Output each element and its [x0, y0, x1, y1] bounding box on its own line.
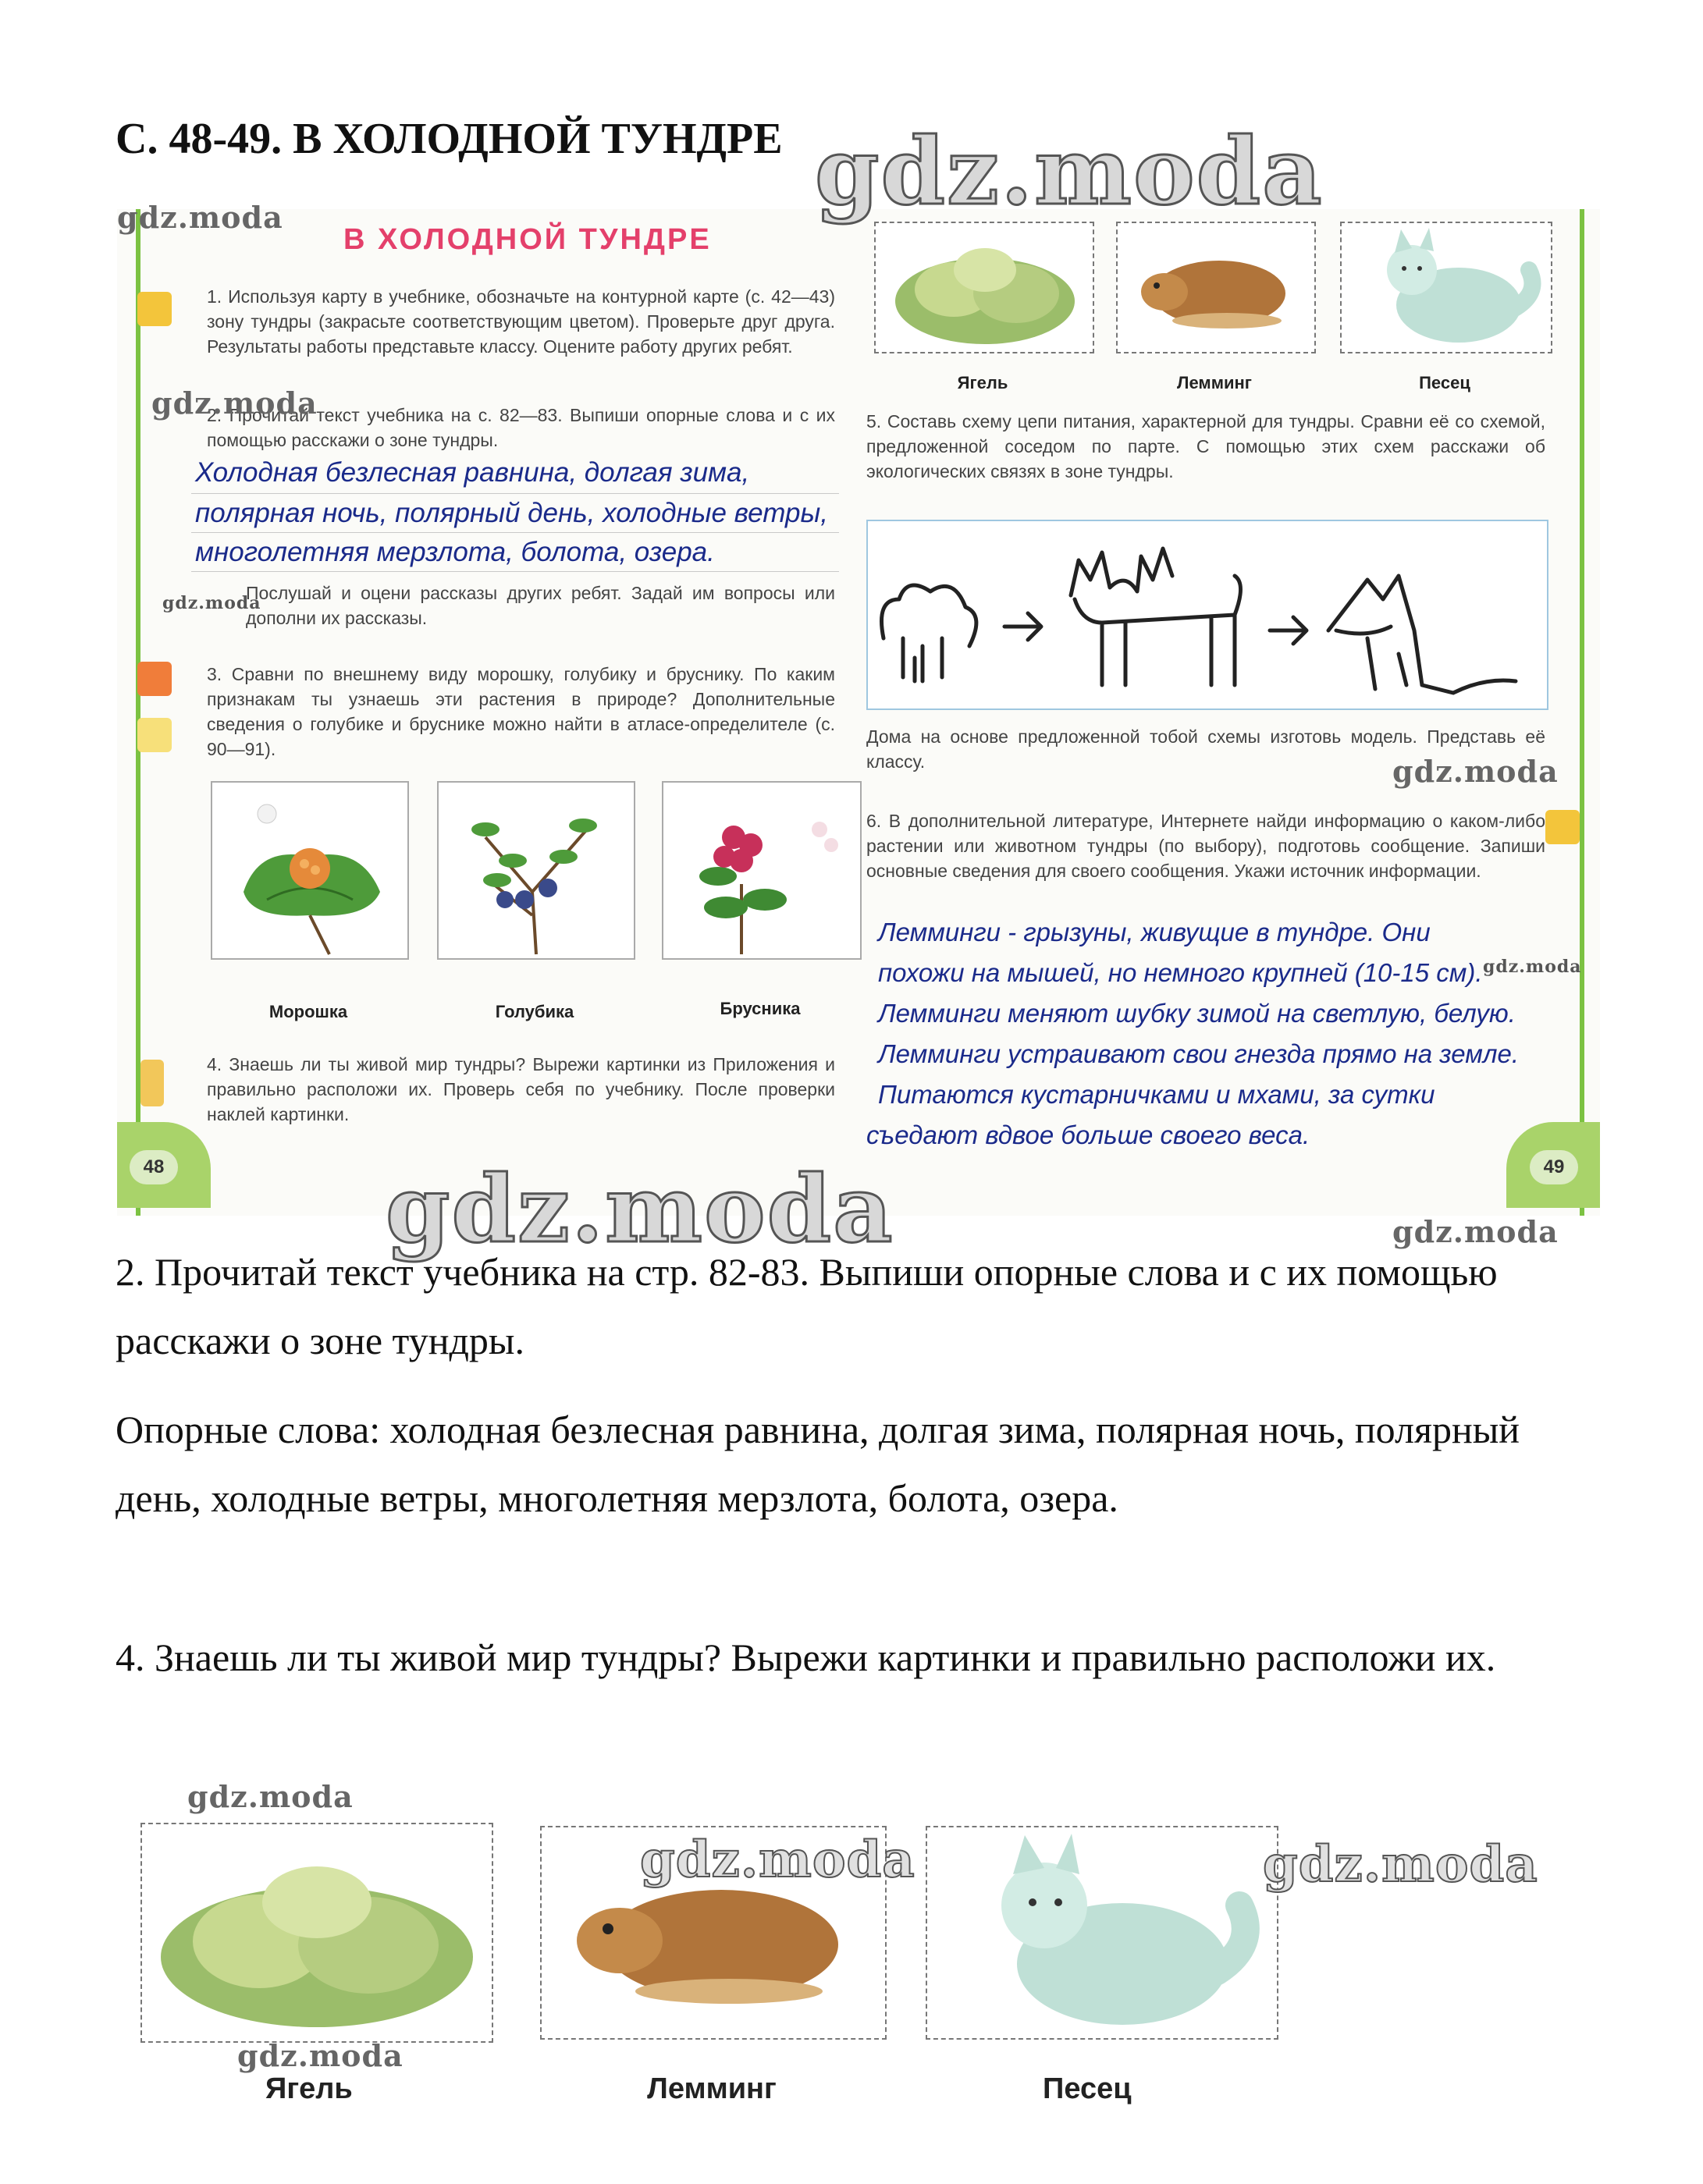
card-caption: Лемминг — [647, 2072, 777, 2105]
pair-work-icon — [137, 292, 172, 326]
watermark: gdz.moda — [1483, 957, 1582, 977]
watermark: gdz.moda — [1263, 1835, 1538, 1894]
watermark: gdz.moda — [1392, 754, 1559, 789]
watermark: gdz.moda — [640, 1831, 915, 1889]
page-number-left: 48 — [130, 1150, 178, 1184]
task-3: 3. Сравни по внешнему виду морошку, голубику и бруснику. По каким признакам ты узнаешь эти растения в природе? Дополнительные сведения о голубике и бруснике можно найти в атласе-определителе (с. 90—91). — [207, 664, 835, 759]
task-2-answer-line: Холодная безлесная равнина, долгая зима, — [195, 457, 750, 488]
task-1: 1. Используя карту в учебнике, обозначьте на контурной карте (с. 42—43) зону тундры (закрасьте соответствующим цветом). Проверьте друг друга. Результаты работы представьте классу. Оцените работу других ребят. — [207, 286, 835, 357]
book-heading: В ХОЛОДНОЙ ТУНДРЕ — [343, 223, 712, 256]
watermark: gdz.moda — [187, 1779, 354, 1814]
task-4: 4. Знаешь ли ты живой мир тундры? Вырежи картинки из Приложения и правильно расположи их. Проверь себя по учебнику. После проверки наклей картинки. — [207, 1054, 835, 1124]
watermark: gdz.moda — [151, 385, 318, 421]
question-2-answer: Опорные слова: холодная безлесная равнина, долгая зима, полярная ночь, полярный день, холодные ветры, многолетняя мерзлота, болота, озера. — [116, 1408, 1520, 1520]
plant-caption: Брусника — [720, 999, 801, 1018]
card-arctic-fox-image — [926, 1826, 1278, 2040]
watermark: gdz.moda — [815, 117, 1324, 226]
pair-work-icon-right — [1545, 810, 1580, 844]
lemming-image — [1116, 222, 1316, 353]
task-6-answer-line: Питаются кустарничками и мхами, за сутки — [878, 1080, 1435, 1109]
task-2: 2. Прочитай текст учебника на с. 82—83. Выпиши опорные слова и с их помощью расскажи о зоне тундры. — [207, 405, 835, 450]
task-5-note: Дома на основе предложенной тобой схемы изготовь модель. Представь её классу. — [866, 726, 1545, 772]
animal-caption: Песец — [1419, 373, 1470, 392]
page-number-right: 49 — [1530, 1150, 1578, 1184]
card-caption: Ягель — [265, 2072, 353, 2105]
plant-caption: Голубика — [495, 1002, 574, 1021]
group-work-icon — [137, 662, 172, 696]
task-6: 6. В дополнительной литературе, Интернете найди информацию о каком-либо растении или животном тундры (по выбору), подготовь сообщение. Запиши основные сведения для своего сообщения. Укажи источник информации. — [866, 811, 1545, 881]
task-6-answer-line: Лемминги устраивают свои гнезда прямо на земле. — [878, 1039, 1519, 1068]
task-2-answer-line: полярная ночь, полярный день, холодные ветры, — [195, 498, 828, 528]
lichen-image — [874, 222, 1094, 353]
right-margin-stripe — [1580, 209, 1584, 1216]
question-4: 4. Знаешь ли ты живой мир тундры? Вырежи картинки и правильно расположи их. — [116, 1635, 1496, 1679]
task-5: 5. Составь схему цепи питания, характерной для тундры. Сравни её со схемой, предложенной соседом по парте. С помощью этих схем расскажи об экологических связях в зоне тундры. — [866, 411, 1545, 481]
task-6-answer-line: похожи на мышей, но немного крупней (10-15 см). — [878, 958, 1483, 987]
animal-caption: Лемминг — [1177, 373, 1252, 392]
answer-line — [191, 532, 839, 533]
answer-line — [191, 493, 839, 494]
animal-caption: Ягель — [957, 373, 1008, 392]
food-chain-drawing — [866, 520, 1548, 710]
card-caption: Песец — [1043, 2072, 1132, 2105]
atlas-icon — [137, 718, 172, 752]
scissors-icon — [140, 1060, 164, 1106]
cloudberry-image — [211, 781, 409, 960]
watermark: gdz.moda — [162, 593, 261, 613]
watermark: gdz.moda — [1392, 1214, 1559, 1249]
blueberry-image — [437, 781, 635, 960]
plant-caption: Морошка — [268, 1002, 348, 1021]
answer-line — [191, 571, 839, 572]
question-2: 2. Прочитай текст учебника на стр. 82-83. Выпиши опорные слова и с их помощью расскажи о зоне тундры. — [116, 1250, 1498, 1362]
card-lichen-image — [140, 1823, 493, 2043]
page-title: С. 48-49. В ХОЛОДНОЙ ТУНДРЕ — [116, 115, 783, 163]
task-6-answer-line: Лемминги - грызуны, живущие в тундре. Они — [878, 918, 1431, 946]
lingonberry-image — [662, 781, 862, 960]
watermark: gdz.moda — [237, 2038, 404, 2073]
task-2-note: Послушай и оцени рассказы других ребят. Задай им вопросы или дополни их рассказы. — [246, 583, 835, 628]
watermark: gdz.moda — [386, 1155, 894, 1263]
arctic-fox-image — [1340, 222, 1552, 353]
watermark: gdz.moda — [117, 200, 283, 235]
task-6-answer-line: съедают вдвое больше своего веса. — [866, 1120, 1310, 1149]
task-6-answer-line: Лемминги меняют шубку зимой на светлую, белую. — [878, 999, 1516, 1028]
textbook-spread — [117, 209, 1600, 1216]
task-2-answer-line: многолетняя мерзлота, болота, озера. — [195, 537, 715, 567]
